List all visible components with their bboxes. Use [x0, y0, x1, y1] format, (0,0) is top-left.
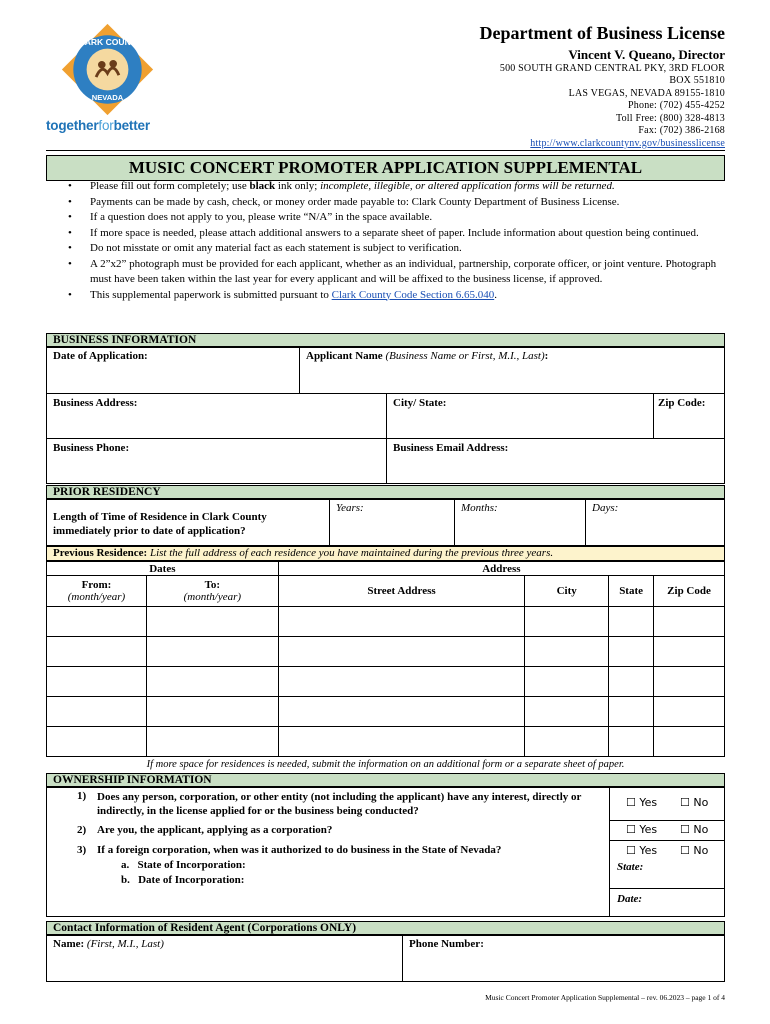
address-line: BOX 551810: [669, 75, 725, 87]
state-field[interactable]: State:: [617, 861, 644, 873]
years-field[interactable]: Years:: [329, 499, 455, 546]
q3-no-checkbox[interactable]: ☐ No: [680, 844, 709, 857]
department-name: Department of Business License: [479, 23, 725, 43]
prior-residency-heading: PRIOR RESIDENCY: [46, 485, 725, 499]
applicant-name-field[interactable]: Applicant Name (Business Name or First, M.I., Last):: [299, 347, 725, 394]
question-3: If a foreign corporation, when was it authorized to do business in the State of Nevada?: [97, 844, 502, 856]
zip-header: Zip Code: [654, 576, 725, 607]
from-header: From: (month/year): [47, 576, 147, 607]
list-item: • A 2”x2” photograph must be provided for each applicant, whether as an individual, partnership, corporate officer, or joint venture. Photograph must have been taken within the last year for every applicant and will be affixed to the business license, if approved.: [90, 257, 725, 288]
agent-name-field[interactable]: Name: (First, M.I., Last): [46, 935, 403, 982]
table-row[interactable]: [47, 667, 725, 697]
toll-free-line: Toll Free: (800) 328-4813: [615, 112, 725, 124]
list-item: • If a question does not apply to you, please write “N/A” in the space available.: [90, 210, 725, 226]
q1-yes-checkbox[interactable]: ☐ Yes: [626, 796, 658, 809]
city-state-field[interactable]: City/ State:: [386, 393, 654, 439]
question-1: Does any person, corporation, or other entity (not including the applicant) have any interest, directly or indirectly, in the license applied for or the business being conducted?: [97, 791, 582, 817]
county-code-link[interactable]: Clark County Code Section 6.65.040: [331, 288, 495, 301]
instructions-list: [46, 179, 725, 303]
date-of-application-field[interactable]: Date of Application:: [46, 347, 300, 394]
business-email-field[interactable]: Business Email Address:: [386, 438, 725, 484]
ownership-heading: OWNERSHIP INFORMATION: [46, 773, 725, 787]
list-item: • This supplemental paperwork is submitted pursuant to Clark County Code Section 6.65.040.: [90, 288, 725, 304]
dates-header: Dates: [47, 562, 279, 576]
state-header: State: [609, 576, 654, 607]
q1-no-checkbox[interactable]: ☐ No: [680, 796, 709, 809]
phone-line: Phone: (702) 455-4252: [628, 100, 725, 112]
svg-text:NEVADA: NEVADA: [91, 92, 124, 102]
address-header: Address: [278, 562, 724, 576]
city-header: City: [525, 576, 609, 607]
residence-overflow-note: If more space for residences is needed, submit the information on an additional form or a separate sheet of paper.: [146, 759, 625, 770]
table-row[interactable]: [47, 727, 725, 757]
clark-county-seal-logo: [60, 22, 155, 117]
months-field[interactable]: Months:: [454, 499, 586, 546]
list-item: • Payments can be made by cash, check, or money order made payable to: Clark County Department of Business License.: [90, 195, 725, 211]
department-header: [480, 22, 726, 150]
business-phone-field[interactable]: Business Phone:: [46, 438, 387, 484]
state-of-incorporation-label: a. State of Incorporation:: [121, 859, 246, 871]
page-footer: Music Concert Promoter Application Supplemental – rev. 06.2023 – page 1 of 4: [485, 993, 725, 1002]
svg-text:CLARK COUNTY: CLARK COUNTY: [73, 36, 142, 47]
street-header: Street Address: [278, 576, 525, 607]
list-item: • If more space is needed, please attach additional answers to a separate sheet of paper. Include information about question being continued.: [90, 226, 725, 242]
list-item: • Please fill out form completely; use black ink only; incomplete, illegible, or altered application forms will be returned.: [90, 179, 725, 195]
agent-phone-field[interactable]: Phone Number:: [402, 935, 725, 982]
address-line: 500 SOUTH GRAND CENTRAL PKY, 3RD FLOOR: [499, 62, 725, 74]
date-of-incorporation-label: b. Date of Incorporation:: [121, 874, 245, 886]
business-address-field[interactable]: Business Address:: [46, 393, 387, 439]
zip-code-field[interactable]: Zip Code:: [653, 393, 725, 439]
fax-line: Fax: (702) 386-2168: [638, 125, 725, 137]
table-row[interactable]: [47, 607, 725, 637]
form-title: MUSIC CONCERT PROMOTER APPLICATION SUPPLEMENTAL: [46, 155, 725, 181]
previous-residence-note: Previous Residence: List the full address of each residence you have maintained during the previous three years.: [46, 546, 725, 561]
table-row[interactable]: [47, 697, 725, 727]
residence-length-label-cell: Length of Time of Residence in Clark County immediately prior to date of application?: [46, 499, 330, 546]
question-2: Are you, the applicant, applying as a corporation?: [97, 824, 333, 836]
date-field[interactable]: Date:: [617, 893, 643, 905]
to-header: To: (month/year): [146, 576, 278, 607]
website-link[interactable]: http://www.clarkcountynv.gov/businesslicense: [530, 137, 725, 149]
days-field[interactable]: Days:: [585, 499, 725, 546]
residence-table: [46, 561, 725, 757]
header-divider: [46, 150, 725, 151]
q2-yes-checkbox[interactable]: ☐ Yes: [626, 823, 658, 836]
table-row[interactable]: [47, 637, 725, 667]
business-info-heading: BUSINESS INFORMATION: [46, 333, 725, 347]
resident-agent-heading: Contact Information of Resident Agent (Corporations ONLY): [46, 921, 725, 935]
q2-no-checkbox[interactable]: ☐ No: [680, 823, 709, 836]
director-name: Vincent V. Queano, Director: [568, 46, 725, 62]
address-line: LAS VEGAS, NEVADA 89155-1810: [568, 87, 725, 99]
q3-yes-checkbox[interactable]: ☐ Yes: [626, 844, 658, 857]
q3-divider: [609, 888, 725, 889]
list-item: • Do not misstate or omit any material fact as each statement is subject to verification.: [90, 241, 725, 257]
tagline: togetherforbetter: [46, 118, 150, 133]
